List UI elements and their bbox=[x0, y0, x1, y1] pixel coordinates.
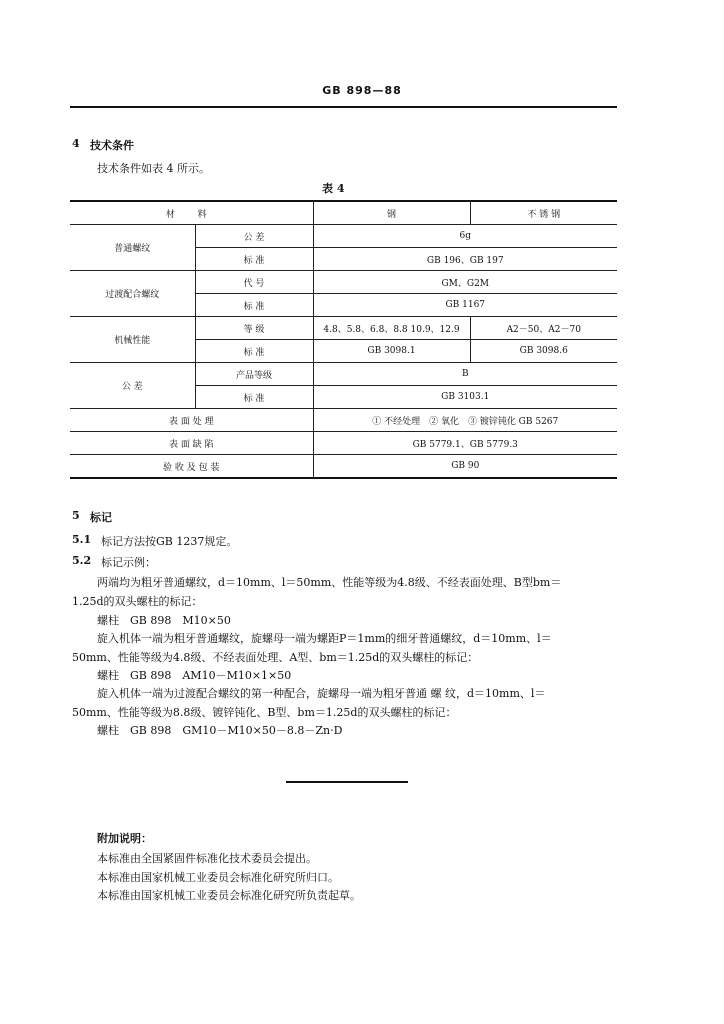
row-value-steel: GB 3098.1 bbox=[313, 340, 470, 363]
table-row bbox=[70, 409, 617, 432]
section-4-number: 4 bbox=[72, 137, 80, 150]
row-label: 产品等级 bbox=[195, 363, 313, 386]
example-2-line-2: 50mm、性能等级为4.8级、不经表面处理、A型、bm＝1.25d的双头螺柱的标记： bbox=[72, 651, 479, 664]
row-value: GB 3103.1 bbox=[313, 386, 617, 409]
clause-5-1-text: 标记方法按GB 1237规定。 bbox=[101, 535, 238, 548]
group-label: 普通螺纹 bbox=[70, 225, 195, 271]
example-1-line-1: 两端均为粗牙普通螺纹，d＝10mm、l＝50mm、性能等级为4.8级、不经表面处理、B型bm＝ bbox=[97, 576, 562, 589]
header-steel: 钢 bbox=[313, 201, 470, 225]
row-label: 表 面 处 理 bbox=[70, 409, 313, 432]
row-label: 标 准 bbox=[195, 386, 313, 409]
row-value: GB 5779.1、GB 5779.3 bbox=[313, 432, 617, 455]
table-row bbox=[70, 271, 617, 294]
row-label: 验 收 及 包 装 bbox=[70, 455, 313, 479]
group-label: 机械性能 bbox=[70, 317, 195, 363]
row-value: B bbox=[313, 363, 617, 386]
clause-5-1-number: 5.1 bbox=[72, 533, 92, 546]
technical-conditions-table bbox=[70, 200, 617, 479]
example-3-line-1: 旋入机体一端为过渡配合螺纹的第一种配合，旋螺母一端为粗牙普通 螺 纹，d＝10mm、l＝ bbox=[97, 687, 546, 700]
additional-note-3: 本标准由国家机械工业委员会标准化研究所负责起草。 bbox=[97, 889, 361, 902]
section-4-title: 技术条件 bbox=[90, 139, 134, 152]
group-label: 过渡配合螺纹 bbox=[70, 271, 195, 317]
row-label: 标 准 bbox=[195, 340, 313, 363]
example-1-marking: 螺柱 GB 898 M10×50 bbox=[97, 614, 231, 627]
table-row bbox=[70, 455, 617, 479]
row-value: ① 不经处理 ② 氧化 ③ 镀锌钝化 GB 5267 bbox=[313, 409, 617, 432]
document-code-header: GB 898—88 bbox=[322, 84, 402, 97]
row-value-stainless: A2－50、A2－70 bbox=[470, 317, 617, 340]
section-5-number: 5 bbox=[72, 509, 80, 522]
clause-5-2-number: 5.2 bbox=[72, 554, 92, 567]
additional-notes-title: 附加说明： bbox=[97, 832, 152, 845]
table-row bbox=[70, 363, 617, 386]
section-5-title: 标记 bbox=[90, 511, 112, 524]
table-caption: 表 4 bbox=[322, 182, 345, 195]
example-2-marking: 螺柱 GB 898 AM10－M10×1×50 bbox=[97, 669, 292, 682]
row-value: GB 196、GB 197 bbox=[313, 248, 617, 271]
row-label: 公 差 bbox=[195, 225, 313, 248]
table-row bbox=[70, 317, 617, 340]
header-material: 材 料 bbox=[70, 201, 313, 225]
table-row bbox=[70, 432, 617, 455]
clause-5-2-text: 标记示例： bbox=[101, 556, 156, 569]
additional-note-2: 本标准由国家机械工业委员会标准化研究所归口。 bbox=[97, 871, 339, 884]
example-3-marking: 螺柱 GB 898 GM10－M10×50－8.8－Zn·D bbox=[97, 724, 343, 737]
row-label: 代 号 bbox=[195, 271, 313, 294]
row-label: 标 准 bbox=[195, 248, 313, 271]
header-stainless-steel: 不 锈 钢 bbox=[470, 201, 617, 225]
section-4-intro: 技术条件如表 4 所示。 bbox=[97, 162, 210, 175]
row-value: GM、G2M bbox=[313, 271, 617, 294]
row-value-stainless: GB 3098.6 bbox=[470, 340, 617, 363]
header-rule bbox=[70, 106, 617, 108]
row-value-steel: 4.8、5.8、6.8、8.8 10.9、12.9 bbox=[313, 317, 470, 340]
row-value: GB 90 bbox=[313, 455, 617, 479]
example-2-line-1: 旋入机体一端为粗牙普通螺纹，旋螺母一端为螺距P＝1mm的细牙普通螺纹，d＝10mm、l＝ bbox=[97, 632, 552, 645]
group-label: 公 差 bbox=[70, 363, 195, 409]
row-label: 等 级 bbox=[195, 317, 313, 340]
table-header-row bbox=[70, 201, 617, 225]
example-3-line-2: 50mm、性能等级为8.8级、镀锌钝化、B型、bm＝1.25d的双头螺柱的标记： bbox=[72, 706, 457, 719]
closing-separator-line bbox=[286, 781, 408, 783]
additional-note-1: 本标准由全国紧固件标准化技术委员会提出。 bbox=[97, 852, 317, 865]
row-label: 表 面 缺 陷 bbox=[70, 432, 313, 455]
table-row bbox=[70, 225, 617, 248]
row-value: 6g bbox=[313, 225, 617, 248]
example-1-line-2: 1.25d的双头螺柱的标记： bbox=[72, 595, 203, 608]
row-value: GB 1167 bbox=[313, 294, 617, 317]
row-label: 标 准 bbox=[195, 294, 313, 317]
